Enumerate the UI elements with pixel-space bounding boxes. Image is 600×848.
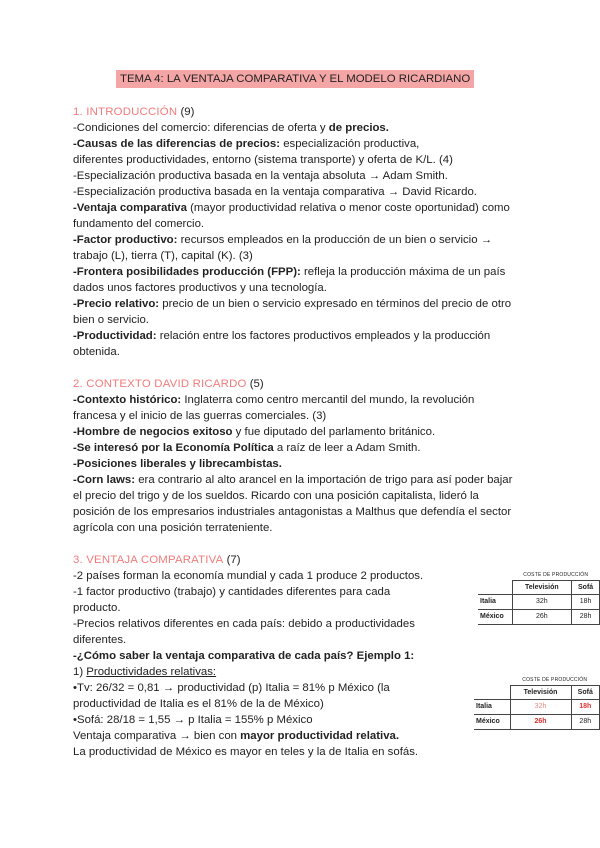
- column-header: Televisión: [510, 685, 571, 699]
- table-row: México 26h 28h: [478, 609, 600, 624]
- table-caption: COSTE DE PRODUCCIÓN: [510, 675, 600, 685]
- text-line: -Hombre de negocios exitoso y fue diputado del parlamento británico.: [73, 426, 436, 438]
- text-line: diferentes.: [73, 634, 127, 646]
- table-row: México 26h 28h: [474, 714, 600, 729]
- text-line: -Precio relativo: precio de un bien o servicio expresado en términos del precio de otro: [73, 298, 512, 310]
- column-header: Sofá: [571, 685, 599, 699]
- section-heading-contexto: [73, 376, 264, 392]
- section-count: (5): [249, 378, 264, 390]
- text-line: La productividad de México es mayor en teles y la de Italia en sofás.: [73, 746, 419, 758]
- text-line: dados unos factores productivos y una tecnología.: [73, 282, 327, 294]
- text-line: -Posiciones liberales y librecambistas.: [73, 458, 282, 470]
- text-line: diferentes productividades, entorno (sistema transporte) y oferta de K/L. (4): [73, 154, 453, 166]
- text-line: -Frontera posibilidades producción (FPP): refleja la producción máxima de un país: [73, 266, 506, 278]
- text-line: francesa y el inicio de las guerras comerciales. (3): [73, 410, 327, 422]
- column-header: Sofá: [572, 580, 600, 594]
- section-title: 3. VENTAJA COMPARATIVA: [73, 554, 224, 566]
- section-heading-ventaja: [73, 552, 241, 568]
- cost-table-1: [478, 570, 600, 625]
- text-line: -Precios relativos diferentes en cada país: debido a productividades: [73, 618, 415, 630]
- page-title: TEMA 4: LA VENTAJA COMPARATIVA Y EL MODELO RICARDIANO: [116, 70, 474, 88]
- text-line: -Condiciones del comercio: diferencias de oferta y de precios.: [73, 122, 389, 134]
- text-line: productividad de Italia es el 81% de la de México): [73, 698, 324, 710]
- text-line: Ventaja comparativa → bien con mayor productividad relativa.: [73, 730, 400, 742]
- text-line: -Contexto histórico: Inglaterra como centro mercantil del mundo, la revolución: [73, 394, 475, 406]
- section-heading-introduccion: [73, 104, 194, 120]
- text-line: 1) Productividades relativas:: [73, 666, 217, 678]
- text-line: -1 factor productivo (trabajo) y cantidades diferentes para cada: [73, 586, 391, 598]
- text-line: -Corn laws: era contrario al alto arancel en la importación de trigo para así poder bajar: [73, 474, 513, 486]
- section-count: (7): [226, 554, 241, 566]
- text-line: •Tv: 26/32 = 0,81 → productividad (p) Italia = 81% p México (la: [73, 682, 390, 694]
- section-title: 1. INTRODUCCIÓN: [73, 106, 178, 118]
- text-line: -Causas de las diferencias de precios: especialización productiva,: [73, 138, 420, 150]
- text-line: -Ventaja comparativa (mayor productividad relativa o menor coste oportunidad) como: [73, 202, 510, 214]
- section-count: (9): [180, 106, 195, 118]
- table-row: Italia 32h 18h: [478, 594, 600, 609]
- text-line: -Factor productivo: recursos empleados en la producción de un bien o servicio →: [73, 234, 493, 246]
- text-line: obtenida.: [73, 346, 120, 358]
- table-row: Italia 32h 18h: [474, 699, 600, 714]
- text-line: -Productividad: relación entre los factores productivos empleados y la producción: [73, 330, 491, 342]
- text-line: -Especialización productiva basada en la ventaja comparativa → David Ricardo.: [73, 186, 477, 198]
- table-caption: COSTE DE PRODUCCIÓN: [512, 570, 600, 580]
- text-line: •Sofá: 28/18 = 1,55 → p Italia = 155% p México: [73, 714, 313, 726]
- text-line: el precio del trigo y de los sueldos. Ricardo con una posición capitalista, lideró la: [73, 490, 479, 502]
- text-line: fundamento del comercio.: [73, 218, 205, 230]
- text-line: -Se interesó por la Economía Política a raíz de leer a Adam Smith.: [73, 442, 421, 454]
- text-line: producto.: [73, 602, 121, 614]
- text-line: bien o servicio.: [73, 314, 149, 326]
- text-line: trabajo (L), tierra (T), capital (K). (3): [73, 250, 253, 262]
- text-line: agrícola con una posición terrateniente.: [73, 522, 273, 534]
- cost-table-2: [474, 675, 600, 730]
- section-title: 2. CONTEXTO DAVID RICARDO: [73, 378, 247, 390]
- text-line: -2 países forman la economía mundial y cada 1 produce 2 productos.: [73, 570, 424, 582]
- text-line: -Especialización productiva basada en la ventaja absoluta → Adam Smith.: [73, 170, 448, 182]
- column-header: Televisión: [512, 580, 572, 594]
- text-line: -¿Cómo saber la ventaja comparativa de cada país? Ejemplo 1:: [73, 650, 415, 662]
- text-line: posición de los empresarios industriales antagonistas a Malthus que defendía el sector: [73, 506, 512, 518]
